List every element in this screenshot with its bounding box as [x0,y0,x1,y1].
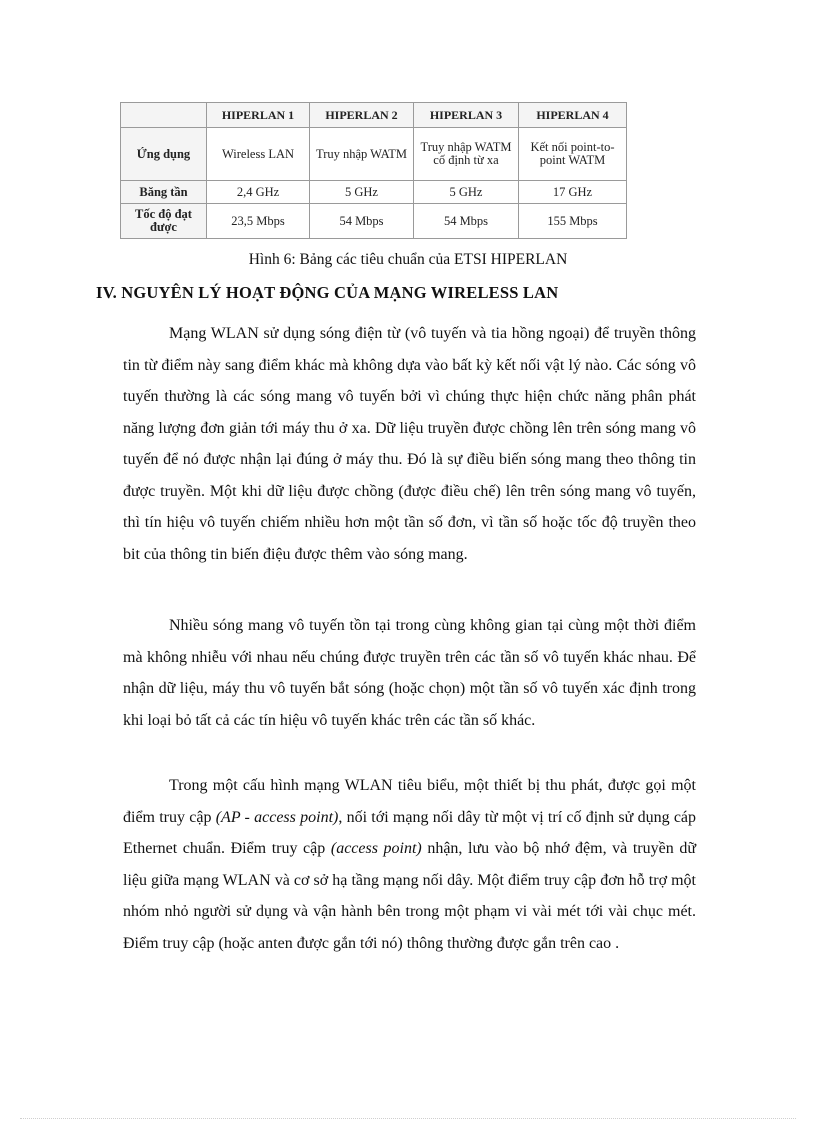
table-cell: 5 GHz [310,181,414,204]
row-label-data-rate: Tốc độ đạt được [121,204,207,239]
paragraph-3-text-c: nhận, lưu vào bộ nhớ đệm, và truyền dữ liệu giữa mạng WLAN và cơ sở hạ tầng mạng nối dây. Một điểm truy cập đơn hỗ trợ một nhóm nhỏ người sử dụng và vận hành bên trong một phạm vi vài mét tới vài chục mét. Điểm truy cập (hoặc anten được gắn tới nó) thông thường được gắn trên cao . [123,840,696,952]
table-cell: 17 GHz [519,181,627,204]
table-row [121,181,627,204]
paragraph-3-text-b: , nối tới mạng nối dây từ một vị trí cố định sử dụng cáp Ethernet chuẩn. Điểm truy cập [123,808,697,857]
paragraph-3 [123,770,696,959]
table-header-hiperlan-1: HIPERLAN 1 [207,103,310,128]
paragraph-1: Mạng WLAN sử dụng sóng điện từ (vô tuyến và tia hồng ngoại) để truyền thông tin từ điểm này sang điểm khác mà không dựa vào bất kỳ kết nối vật lý nào. Các sóng vô tuyến thường là các sóng mang vô tuyến bởi vì chúng thực hiện chức năng phân phát năng lượng đơn giản tới máy thu ở xa. Dữ liệu truyền được chồng lên trên sóng mang vô tuyến để nó được nhận lại đúng ở máy thu. Đó là sự điều biến sóng mang theo thông tin được truyền. Một khi dữ liệu được chồng (được điều chế) lên trên sóng mang vô tuyến, thì tín hiệu vô tuyến chiếm nhiều hơn một tần số đơn, vì tần số hoặc tốc độ truyền theo bit của thông tin biến điệu được thêm vào sóng mang. [123,325,696,563]
access-point-term: (access point) [330,840,422,857]
table-corner-cell [121,103,207,128]
row-label-frequency-band: Băng tần [121,181,207,204]
table-row [121,128,627,181]
figure-caption: Hình 6: Bảng các tiêu chuẩn của ETSI HIPERLAN [248,251,568,268]
section-heading: IV. NGUYÊN LÝ HOẠT ĐỘNG CỦA MẠNG WIRELESS LAN [96,283,559,302]
table-cell: 54 Mbps [310,204,414,239]
table-header-hiperlan-3: HIPERLAN 3 [414,103,519,128]
table-cell: 2,4 GHz [207,181,310,204]
paragraph-2: Nhiều sóng mang vô tuyến tồn tại trong cùng không gian tại cùng một thời điểm mà không nhiễu với nhau nếu chúng được truyền trên các tần số vô tuyến khác nhau. Để nhận dữ liệu, máy thu vô tuyến bắt sóng (hoặc chọn) một tần số vô tuyến xác định trong khi loại bỏ tất cả các tín hiệu vô tuyến khác trên các tần số khác. [123,617,696,729]
table-cell: 5 GHz [414,181,519,204]
row-label-application: Ứng dụng [121,128,207,181]
ap-term: (AP - access point) [215,808,339,826]
page-bottom-divider [20,1118,796,1119]
hiperlan-table-figure [120,102,626,238]
table-cell: 155 Mbps [519,204,627,239]
table-row [121,204,627,239]
table-header-hiperlan-2: HIPERLAN 2 [310,103,414,128]
table-cell: Kết nối point-to-point WATM [519,128,627,181]
table-header-row [121,103,627,128]
table-cell: 23,5 Mbps [207,204,310,239]
table-cell: 54 Mbps [414,204,519,239]
table-cell: Wireless LAN [207,128,310,181]
hiperlan-table [120,102,627,239]
paragraph-3-text-a: Trong một cấu hình mạng WLAN tiêu biểu, một thiết bị thu phát, được gọi một điểm truy cập [123,777,696,826]
table-header-hiperlan-4: HIPERLAN 4 [519,103,627,128]
table-cell: Truy nhập WATM cố định từ xa [414,128,519,181]
table-cell: Truy nhập WATM [310,128,414,181]
